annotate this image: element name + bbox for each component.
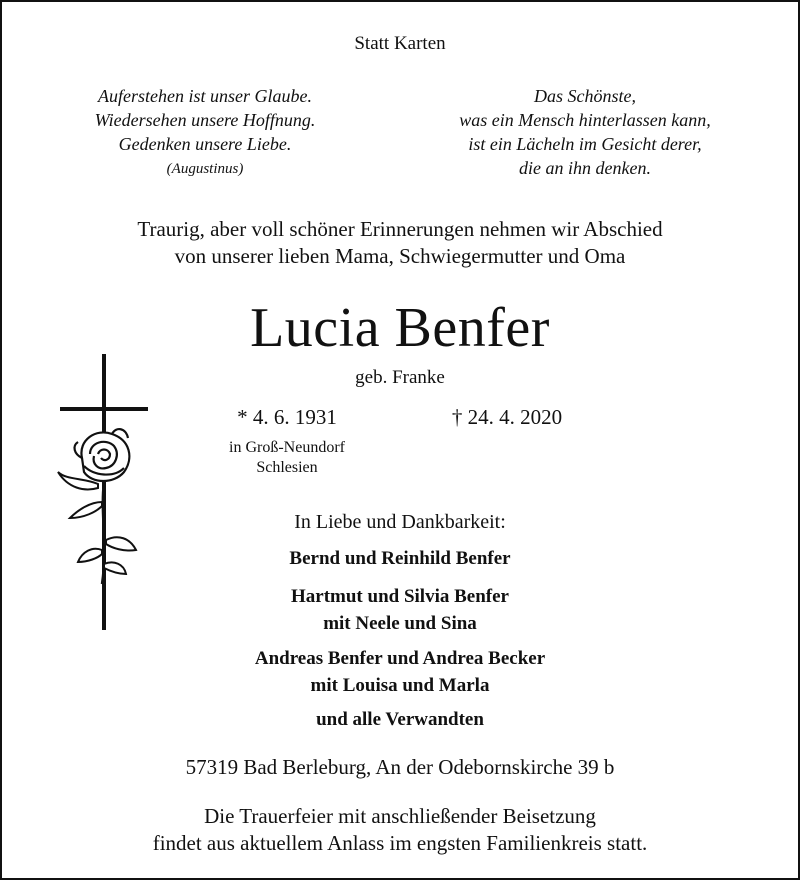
family-line: mit Louisa und Marla <box>310 675 490 696</box>
family-group <box>2 583 798 637</box>
family-group <box>2 645 798 699</box>
header-label: Statt Karten <box>354 33 446 54</box>
family-line: Hartmut und Silvia Benfer <box>291 586 509 607</box>
intro-text <box>2 216 798 270</box>
quote-left-line: Wiedersehen unsere Hoffnung. <box>94 110 316 130</box>
quote-right <box>420 84 750 180</box>
family-line: Andreas Benfer und Andrea Becker <box>254 648 546 669</box>
family-line: Bernd und Reinhild Benfer <box>289 548 511 569</box>
deceased-name: Lucia Benfer <box>250 297 550 359</box>
family-group <box>2 545 798 572</box>
family-group <box>2 706 798 733</box>
quote-left-line: Gedenken unsere Liebe. <box>118 134 292 154</box>
quote-right-line: die an ihn denken. <box>519 158 651 178</box>
funeral-note-line: Die Trauerfeier mit anschließender Beisetzung <box>204 804 596 828</box>
quote-left <box>40 84 370 182</box>
quote-attribution: (Augustinus) <box>166 161 244 177</box>
quote-right-line: Das Schönste, <box>534 86 636 106</box>
maiden-name: geb. Franke <box>355 367 445 388</box>
birthplace-line: Schlesien <box>256 459 318 476</box>
rose-bloom <box>75 429 130 481</box>
address: 57319 Bad Berleburg, An der Odebornskirche 39 b <box>185 755 615 779</box>
family-line: und alle Verwandten <box>316 709 484 730</box>
death-date: † 24. 4. 2020 <box>451 405 563 429</box>
quote-right-line: ist ein Lächeln im Gesicht derer, <box>468 134 702 154</box>
birthplace <box>187 438 387 478</box>
closing-phrase: In Liebe und Dankbarkeit: <box>294 511 506 533</box>
intro-line: Traurig, aber voll schöner Erinnerungen nehmen wir Abschied <box>137 217 663 241</box>
family-line: mit Neele und Sina <box>323 613 477 634</box>
birthplace-line: in Groß-Neundorf <box>229 439 345 456</box>
intro-line: von unserer lieben Mama, Schwiegermutter und Oma <box>174 244 626 268</box>
funeral-note-line: findet aus aktuellem Anlass im engsten Familienkreis statt. <box>152 831 648 855</box>
quote-left-line: Auferstehen ist unser Glaube. <box>98 86 312 106</box>
quote-right-line: was ein Mensch hinterlassen kann, <box>459 110 711 130</box>
cross-horizontal-bar <box>60 407 148 411</box>
funeral-note <box>2 803 798 857</box>
birth-date: * 4. 6. 1931 <box>237 405 337 429</box>
